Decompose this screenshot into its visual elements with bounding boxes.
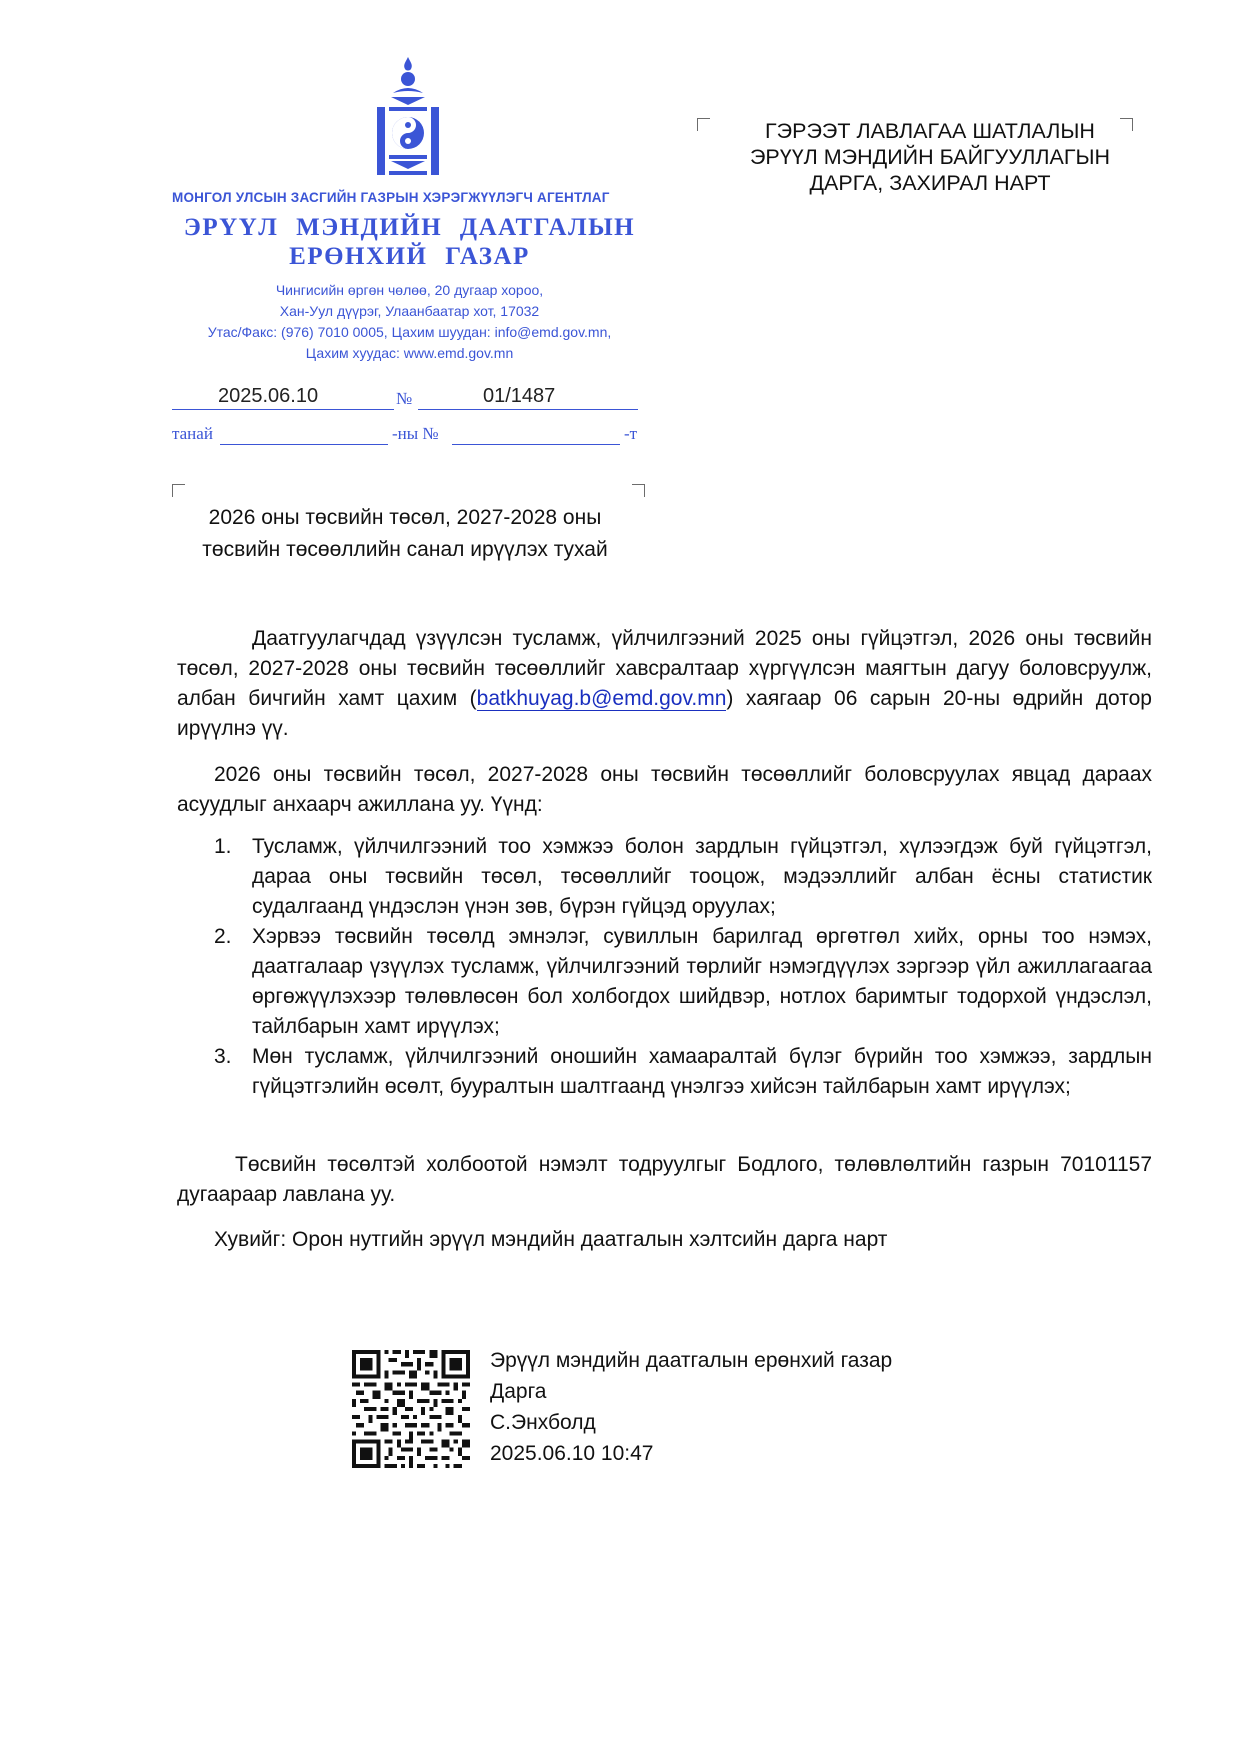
your-ref-label: танай [172, 424, 213, 443]
body-paragraph-1 [177, 624, 1152, 744]
your-date-underline [220, 443, 388, 445]
body-paragraph-3: Төсвийн төсөлтэй холбоотой нэмэлт тодруулгыг Бодлого, төлөвлөлтийн газрын 70101157 дугаараар лавлана уу. [177, 1153, 1152, 1206]
list-item-text: Тусламж, үйлчилгээний тоо хэмжээ болон зардлын гүйцэтгэл, хүлээгдэж буй гүйцэтгэл, дараа оны төсвийн төсөл, төсөөллийг тооцож, мэдээллийг албан ёсны статистик судалгаанд үндэслэн үнэн зөв, бүрэн гүйцэд оруулах; [252, 835, 1152, 918]
contact-email-link[interactable]: batkhuyag.b@emd.gov.mn [476, 687, 727, 710]
letter-number: 01/1487 [483, 385, 556, 407]
list-item-text: Хэрвээ төсвийн төсөлд эмнэлэг, сувиллын барилгад өргөтгөл хийх, орны тоо нэмэх, даатгалаар үзүүлэх тусламж, үйлчилгээний төрлийг нэмэгдүүлэх зэргээр үйл ажиллагаагаа өргөжүүлэхээр төлөвлөсөн бол холбогдох шийдвэр, нотлох баримтыг тодорхой үндэслэл, тайлбарын хамт ирүүлэх; [252, 925, 1152, 1038]
recipient-line3: ДАРГА, ЗАХИРАЛ НАРТ [809, 171, 1051, 195]
address-line1: Чингисийн өргөн чөлөө, 20 дугаар хороо, [275, 282, 544, 298]
soyombo-emblem-icon [375, 55, 441, 179]
body-paragraph-2: 2026 оны төсвийн төсөл, 2027-2028 оны төсвийн төсөөллийг боловсруулах явцад дараах асуудлыг анхаарч ажиллана уу. Үүнд: [177, 763, 1152, 816]
list-item-number: 3. [214, 1045, 232, 1068]
letter-subject [170, 502, 640, 566]
list-item-number: 1. [214, 835, 232, 858]
qr-code-icon [352, 1350, 470, 1468]
signer-title: Дарга [490, 1380, 547, 1403]
copy-to-line: Хувийг: Орон нутгийн эрүүл мэндийн даатгалын хэлтсийн дарга нарт [214, 1228, 888, 1251]
list-item [177, 832, 1152, 922]
subject-line1: 2026 оны төсвийн төсөл, 2027-2028 оны [208, 506, 602, 529]
subject-line2: төсвийн төсөөллийн санал ирүүлэх тухай [202, 538, 608, 561]
your-number-label: -ны № [392, 424, 439, 443]
subject-corner-left [172, 484, 185, 497]
signature-datetime: 2025.06.10 10:47 [490, 1442, 654, 1465]
address-line3: Утас/Факс: (976) 7010 0005, Цахим шуудан: info@emd.gov.mn, [207, 324, 612, 340]
signer-organization: Эрүүл мэндийн даатгалын ерөнхий газар [490, 1349, 893, 1372]
agency-line: МОНГОЛ УЛСЫН ЗАСГИЙН ГАЗРЫН ХЭРЭГЖҮҮЛЭГЧ АГЕНТЛАГ [172, 190, 610, 205]
recipient-line2: ЭРҮҮЛ МЭНДИЙН БАЙГУУЛЛАГЫН [749, 145, 1111, 169]
your-ref-end: -т [624, 424, 638, 443]
number-underline [418, 408, 638, 410]
subject-corner-right [632, 484, 645, 497]
organization-name-line2: ЕРӨНХИЙ ГАЗАР [289, 243, 530, 270]
recipient-block [720, 118, 1140, 196]
list-item [177, 1042, 1152, 1102]
list-item-number: 2. [214, 925, 232, 948]
p1-text-before: Даатгуулагчдад үзүүлсэн тусламж, үйлчилгээний 2025 оны гүйцэтгэл, 2026 оны төсвийн төсөл, 2027-2028 оны төсвийн төсөөллийг хавсралтаар хүргүүлсэн маягтын дагуу боловсруулж, албан бичгийн хамт цахим ( [177, 627, 1152, 710]
organization-name [172, 213, 647, 271]
requirements-list [177, 832, 1152, 1102]
recipient-line1: ГЭРЭЭТ ЛАВЛАГАА ШАТЛАЛЫН [765, 119, 1095, 143]
date-underline [172, 408, 394, 410]
letter-date: 2025.06.10 [218, 385, 319, 407]
p1-text-after: ) хаягаар 06 сарын 20-ны өдрийн дотор ирүүлнэ үү. [177, 687, 1152, 740]
list-item [177, 922, 1152, 1042]
list-item-text: Мөн тусламж, үйлчилгээний оношийн хамааралтай бүлэг бүрийн тоо хэмжээ, зардлын гүйцэтгэлийн өсөлт, бууралтын шалтгаанд үнэлгээ хийсэн тайлбарын хамт ирүүлэх; [252, 1045, 1152, 1098]
signature-block [490, 1345, 892, 1469]
signer-name: С.Энхболд [490, 1411, 596, 1434]
your-number-underline [452, 443, 620, 445]
organization-address [172, 280, 647, 364]
recipient-corner-left [697, 118, 710, 131]
organization-name-line1: ЭРҮҮЛ МЭНДИЙН ДААТГАЛЫН [183, 214, 636, 241]
address-line4: Цахим хуудас: www.emd.gov.mn [305, 345, 514, 361]
number-label: № [396, 389, 413, 408]
address-line2: Хан-Уул дүүрэг, Улаанбаатар хот, 17032 [279, 303, 540, 319]
